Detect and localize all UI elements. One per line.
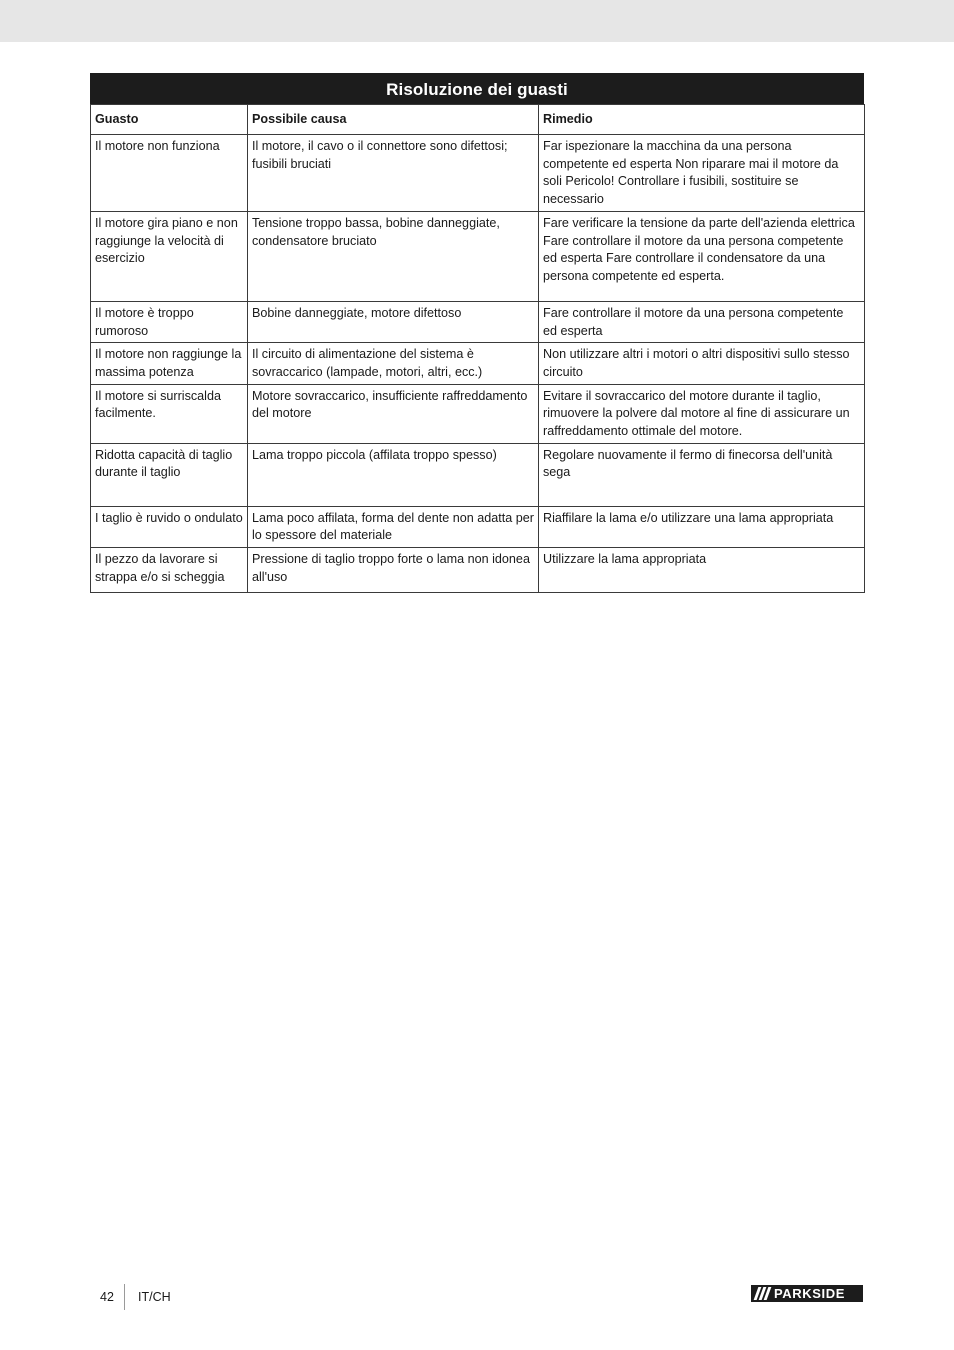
troubleshooting-table <box>90 73 864 593</box>
cell-causa: Il circuito di alimentazione del sistema è sovraccarico (lampade, motori, altri, ecc.) <box>248 343 539 384</box>
cell-rimedio: Fare controllare il motore da una persona competente ed esperta <box>539 301 865 342</box>
table-row <box>91 343 865 384</box>
cell-guasto: Il motore gira piano e non raggiunge la velocità di esercizio <box>91 211 248 301</box>
table-row <box>91 211 865 301</box>
cell-rimedio: Utilizzare la lama appropriata <box>539 548 865 593</box>
cell-rimedio: Fare verificare la tensione da parte dell'azienda elettrica Fare controllare il motore da una persona competente ed esperta Fare controllare il condensatore da una persona competente ed esperta. <box>539 211 865 301</box>
cell-causa: Lama poco affilata, forma del dente non adatta per lo spessore del materiale <box>248 506 539 547</box>
cell-rimedio: Far ispezionare la macchina da una persona competente ed esperta Non riparare mai il motore da soli Pericolo! Controllare i fusibili, sostituire se necessario <box>539 135 865 212</box>
logo-stripes-icon <box>751 1285 774 1302</box>
cell-guasto: Il pezzo da lavorare si strappa e/o si scheggia <box>91 548 248 593</box>
table-row <box>91 506 865 547</box>
table-row <box>91 135 865 212</box>
cell-causa: Motore sovraccarico, insufficiente raffreddamento del motore <box>248 384 539 443</box>
table-header-row <box>91 105 865 135</box>
cell-rimedio: Regolare nuovamente il fermo di finecorsa dell'unità sega <box>539 443 865 506</box>
page-number: 42 <box>100 1290 114 1304</box>
footer-divider <box>124 1284 125 1310</box>
table-row <box>91 384 865 443</box>
table-title: Risoluzione dei guasti <box>90 73 864 104</box>
cell-guasto: Il motore non funziona <box>91 135 248 212</box>
cell-causa: Il motore, il cavo o il connettore sono difettosi; fusibili bruciati <box>248 135 539 212</box>
cell-guasto: Il motore si surriscalda facilmente. <box>91 384 248 443</box>
cell-guasto: Il motore non raggiunge la massima potenza <box>91 343 248 384</box>
parkside-logo <box>751 1285 863 1302</box>
cell-causa: Pressione di taglio troppo forte o lama non idonea all'uso <box>248 548 539 593</box>
language-code: IT/CH <box>138 1290 171 1304</box>
table-row <box>91 548 865 593</box>
cell-rimedio: Evitare il sovraccarico del motore durante il taglio, rimuovere la polvere dal motore al fine di assicurare un raffreddamento ottimale del motore. <box>539 384 865 443</box>
cell-causa: Bobine danneggiate, motore difettoso <box>248 301 539 342</box>
brand-name: PARKSIDE <box>774 1286 846 1301</box>
table-row <box>91 443 865 506</box>
header-rimedio: Rimedio <box>539 105 865 135</box>
troubleshooting-grid <box>90 104 865 593</box>
cell-causa: Lama troppo piccola (affilata troppo spesso) <box>248 443 539 506</box>
header-guasto: Guasto <box>91 105 248 135</box>
cell-causa: Tensione troppo bassa, bobine danneggiate, condensatore bruciato <box>248 211 539 301</box>
table-row <box>91 301 865 342</box>
cell-rimedio: Riaffilare la lama e/o utilizzare una lama appropriata <box>539 506 865 547</box>
cell-rimedio: Non utilizzare altri i motori o altri dispositivi sullo stesso circuito <box>539 343 865 384</box>
cell-guasto: Ridotta capacità di taglio durante il taglio <box>91 443 248 506</box>
cell-guasto: Il motore è troppo rumoroso <box>91 301 248 342</box>
header-possibile-causa: Possibile causa <box>248 105 539 135</box>
cell-guasto: I taglio è ruvido o ondulato <box>91 506 248 547</box>
page-top-band <box>0 0 954 42</box>
